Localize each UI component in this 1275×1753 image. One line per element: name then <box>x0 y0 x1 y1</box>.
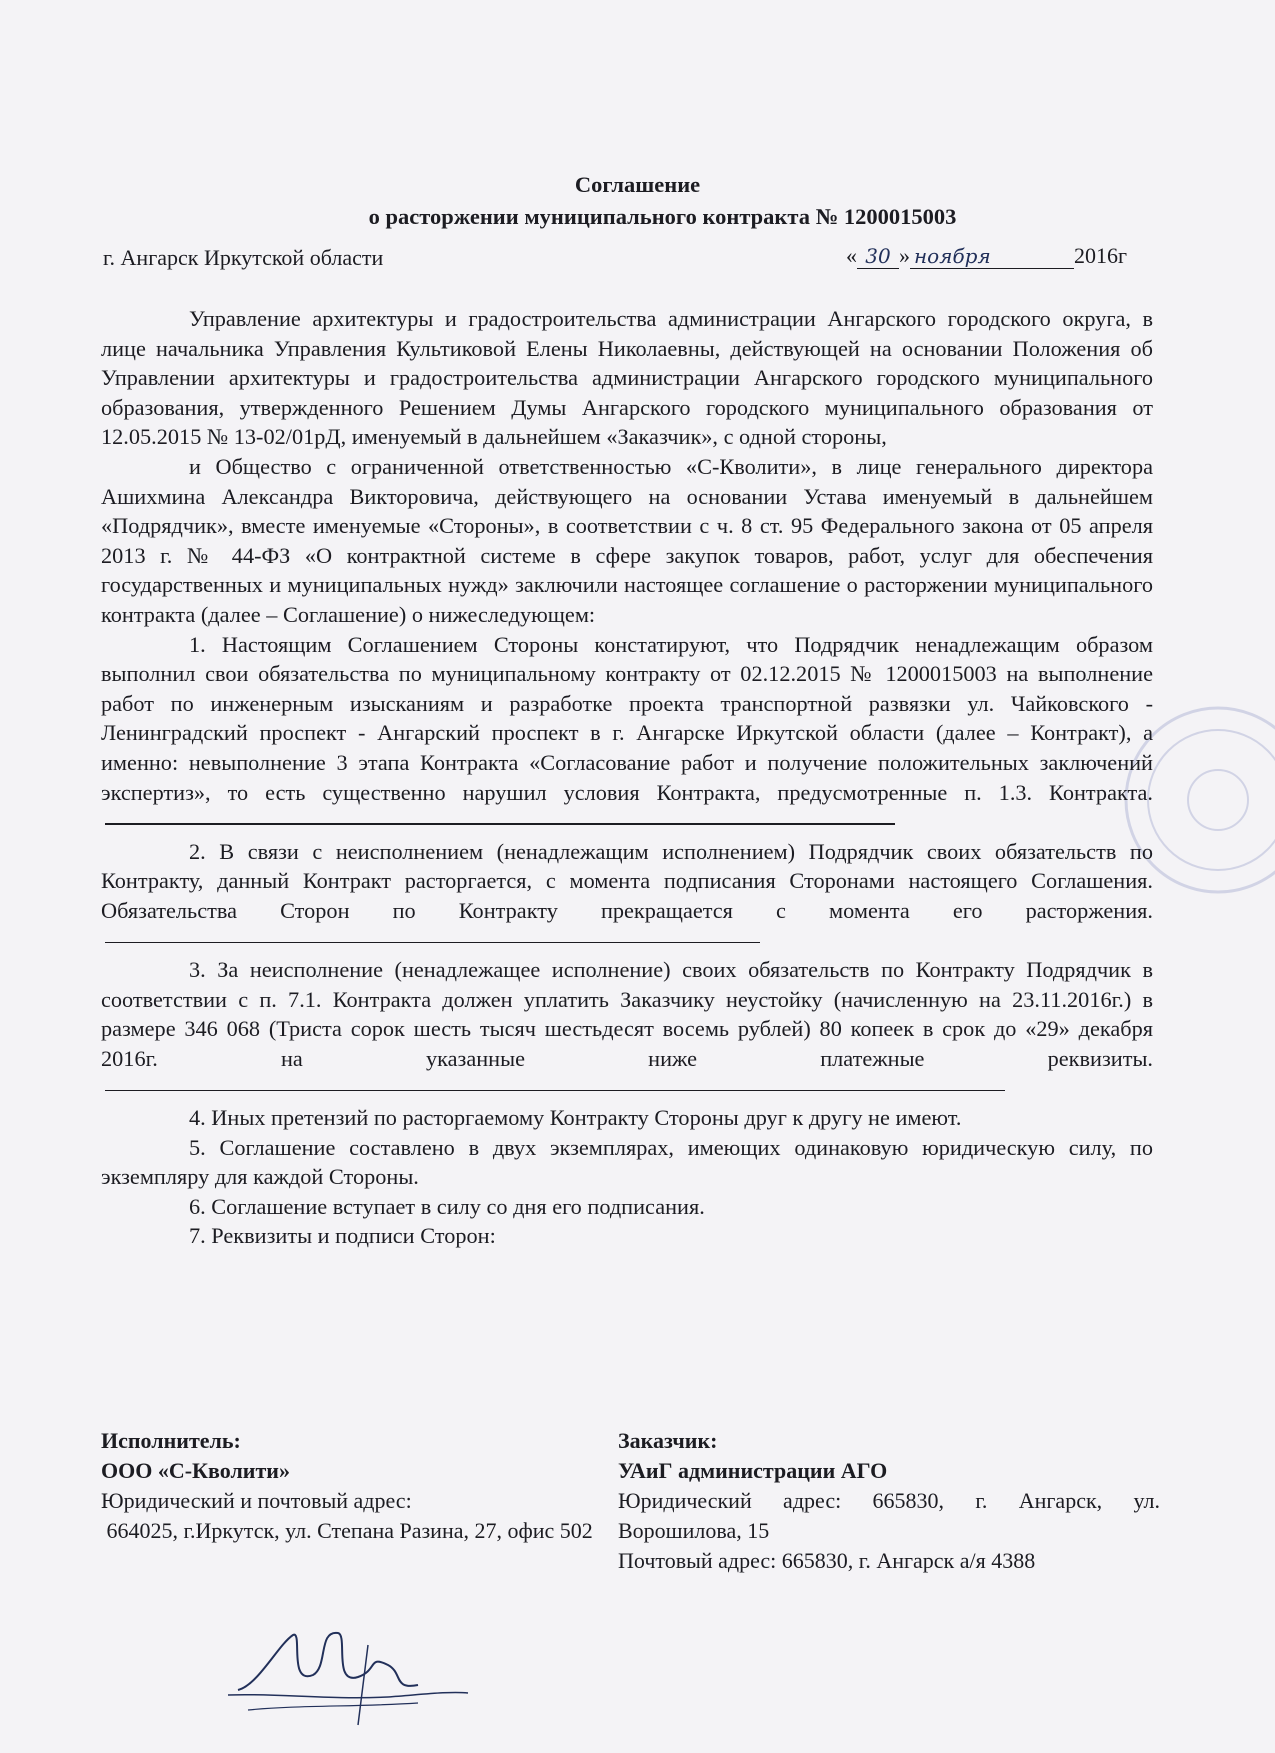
date-day: 30 <box>857 244 899 269</box>
customer-heading: Заказчик: <box>618 1428 718 1453</box>
agreement-body <box>101 304 1153 1251</box>
document-title: Соглашение <box>574 172 701 197</box>
customer-postal-address: Почтовый адрес: 665830, г. Ангарск а/я 4388 <box>618 1548 1036 1573</box>
bleed-through-text <box>700 150 702 171</box>
signature-icon <box>218 1615 478 1735</box>
document-subtitle: о расторжении муниципального контракта № 1200015003 <box>368 204 957 229</box>
customer-legal-address: Юридический адрес: 665830, г. Ангарск, ул. Ворошилова, 15 <box>618 1488 1160 1543</box>
clause-4: 4. Иных претензий по расторгаемому Контракту Стороны друг к другу не имеют. <box>189 1105 962 1131</box>
contractor-address-label: Юридический и почтовый адрес: <box>101 1488 412 1513</box>
customer-details <box>618 1426 1160 1576</box>
customer-name: УАиГ администрации АГО <box>618 1458 888 1483</box>
contractor-details <box>101 1426 601 1546</box>
clause-1: 1. Настоящим Соглашением Стороны констатируют, что Подрядчик ненадлежащим образом выполнил свои обязательства по муниципальному контракту от 02.12.2015 № 1200015003 на выполнение работ по инженерным изысканиям и разработке проекта транспортной развязки ул. Чайковского - Ленинградский проспект - Ангарский проспект в г. Ангарске Иркутской области (далее – Контракт), а именно: невыполнение 3 этапа Контракта «Согласование работ и получение положительных заключений экспертиз», то есть существенно нарушил условия Контракта, предусмотренные п. 1.3. Контракта. <box>101 630 1153 837</box>
date-month: ноября <box>910 244 1074 269</box>
contractor-name: ООО «С-Кволити» <box>101 1458 290 1483</box>
clause-5: 5. Соглашение составлено в двух экземплярах, имеющих одинаковую юридическую силу, по экземпляру для каждой Стороны. <box>101 1134 1153 1190</box>
paragraph-preamble-customer: Управление архитектуры и градостроительства администрации Ангарского городского округа, в лице начальника Управления Культиковой Елены Николаевны, действующей на основании Положения об Управлении архитектуры и градостроительства администрации Ангарского городского муниципального образования, утвержденного Решением Думы Ангарского городского муниципального образования от 12.05.2015 № 13-02/01рД, именуемый в дальнейшем «Заказчик», с одной стороны, <box>101 306 1153 450</box>
paragraph-preamble-contractor: и Общество с ограниченной ответственностью «С-Кволити», в лице генерального директора Ашихмина Александра Викторовича, действующего на основании Устава именуемый в дальнейшем «Подрядчик», вместе именуемые «Стороны», в соответствии с ч. 8 ст. 95 Федерального закона от 05 апреля 2013 г. № 44-ФЗ «О контрактной системе в сфере закупок товаров, работ, услуг для обеспечения государственных и муниципальных нужд» заключили настоящее соглашение о расторжении муниципального контракта (далее – Соглашение) о нижеследующем: <box>101 453 1153 627</box>
clause-2: 2. В связи с неисполнением (ненадлежащим исполнением) Подрядчик своих обязательств по Контракту, данный Контракт расторгается, с момента подписания Сторонами настоящего Соглашения. Обязательства Сторон по Контракту прекращается с момента его расторжения. <box>101 837 1153 955</box>
clause-7: 7. Реквизиты и подписи Сторон: <box>189 1223 496 1249</box>
fill-line <box>105 942 760 944</box>
contractor-address: 664025, г.Иркутск, ул. Степана Разина, 27, офис 502 <box>101 1518 593 1543</box>
contractor-heading: Исполнитель: <box>101 1428 241 1453</box>
fill-line <box>105 1090 1005 1092</box>
date-line: « 30 » ноября 2016г <box>846 243 1128 268</box>
city-line: г. Ангарск Иркутской области <box>103 245 384 270</box>
fill-line <box>105 823 895 825</box>
date-year: 2016г <box>1074 243 1128 268</box>
clause-6: 6. Соглашение вступает в силу со дня его подписания. <box>189 1193 705 1219</box>
clause-3: 3. За неисполнение (ненадлежащее исполнение) своих обязательств по Контракту Подрядчик в соответствии с п. 7.1. Контракта должен уплатить Заказчику неустойку (начисленную на 23.11.2016г.) в размере 346 068 (Триста сорок шесть тысяч шестьдесят восемь рублей) 80 копеек в срок до «29» декабря 2016г. на указанные ниже платежные реквизиты. <box>101 955 1153 1103</box>
